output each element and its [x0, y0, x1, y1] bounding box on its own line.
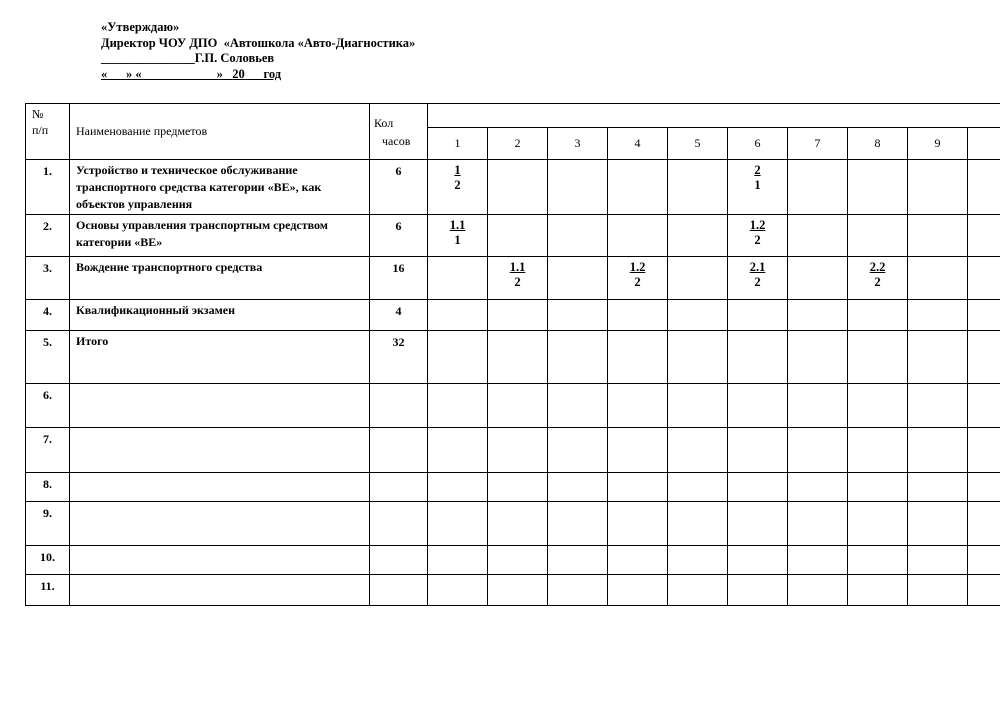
header-hours-line1: Кол: [374, 115, 394, 130]
schedule-cell: [548, 546, 608, 575]
schedule-cell: [548, 428, 608, 473]
schedule-cell: [488, 575, 548, 606]
schedule-cell: [488, 257, 548, 300]
schedule-cell: [788, 575, 848, 606]
approval-signature: _______________Г.П. Соловьев: [101, 51, 275, 65]
row-number: 1.: [26, 160, 70, 215]
header-column-9: 9: [908, 128, 968, 160]
lesson-fraction: [428, 215, 487, 248]
lesson-topic: 1.1: [509, 260, 526, 274]
schedule-cell: [428, 473, 488, 502]
row-number: 7.: [26, 428, 70, 473]
header-column-1: 1: [428, 128, 488, 160]
schedule-cell: [428, 300, 488, 331]
schedule-cell: [488, 428, 548, 473]
schedule-cell: [788, 160, 848, 215]
schedule-cell: [488, 160, 548, 215]
lesson-topic: 1.1: [449, 218, 466, 232]
row-number: 10.: [26, 546, 70, 575]
schedule-cell: [788, 331, 848, 384]
schedule-cell: [668, 160, 728, 215]
header-column-5: 5: [668, 128, 728, 160]
lesson-topic: 2.2: [869, 260, 886, 274]
schedule-cell: [608, 575, 668, 606]
schedule-cell: [968, 575, 1000, 606]
schedule-cell: [428, 384, 488, 428]
table-row: [26, 215, 1000, 257]
header-number: [26, 104, 70, 160]
schedule-cell: [848, 428, 908, 473]
schedule-cell: [908, 502, 968, 546]
lesson-hours: 2: [454, 178, 461, 192]
schedule-cell: [848, 575, 908, 606]
header-column-10: [968, 128, 1000, 160]
schedule-cell: [908, 575, 968, 606]
lesson-topic: 1: [454, 163, 461, 177]
approval-block: [101, 20, 415, 82]
row-number: 5.: [26, 331, 70, 384]
table-row: [26, 384, 1000, 428]
schedule-cell: [728, 257, 788, 300]
table-row: [26, 300, 1000, 331]
row-number: 9.: [26, 502, 70, 546]
schedule-cell: [968, 215, 1000, 257]
header-column-4: 4: [608, 128, 668, 160]
header-column-8: 8: [848, 128, 908, 160]
table-row: [26, 502, 1000, 546]
schedule-cell: [788, 428, 848, 473]
approval-date-suffix: год: [244, 66, 282, 81]
header-number-abbr: п/п: [32, 123, 49, 137]
header-subject-name: Наименование предметов: [70, 104, 370, 160]
schedule-cell: [728, 160, 788, 215]
schedule-cell: [668, 331, 728, 384]
schedule-cell: [548, 473, 608, 502]
lesson-hours: 2: [754, 233, 761, 247]
header-day-span: [428, 104, 1000, 128]
lesson-topic: 2.1: [749, 260, 766, 274]
schedule-cell: [848, 473, 908, 502]
lesson-fraction: [488, 257, 547, 290]
schedule-cell: [788, 300, 848, 331]
row-number: 6.: [26, 384, 70, 428]
row-hours: 32: [370, 331, 428, 384]
row-number: 2.: [26, 215, 70, 257]
approval-date: [101, 67, 415, 83]
schedule-cell: [908, 473, 968, 502]
schedule-cell: [428, 546, 488, 575]
row-subject-name: Квалификационный экзамен: [70, 300, 370, 331]
lesson-fraction: [728, 160, 787, 193]
schedule-cell: [908, 331, 968, 384]
row-hours: [370, 428, 428, 473]
schedule-cell: [788, 257, 848, 300]
row-subject-name: [70, 428, 370, 473]
header-number-symbol: №: [32, 107, 44, 121]
table-row: [26, 257, 1000, 300]
schedule-cell: [488, 215, 548, 257]
lesson-hours: 2: [634, 275, 641, 289]
row-hours: 4: [370, 300, 428, 331]
schedule-cell: [548, 502, 608, 546]
lesson-fraction: [728, 215, 787, 248]
lesson-topic: 2: [754, 163, 761, 177]
schedule-cell: [968, 257, 1000, 300]
header-column-7: 7: [788, 128, 848, 160]
row-subject-name: [70, 575, 370, 606]
row-subject-name: [70, 546, 370, 575]
schedule-cell: [608, 300, 668, 331]
schedule-cell: [668, 473, 728, 502]
schedule-cell: [728, 428, 788, 473]
schedule-cell: [848, 502, 908, 546]
schedule-cell: [488, 473, 548, 502]
lesson-hours: 2: [514, 275, 521, 289]
lesson-fraction: [608, 257, 667, 290]
schedule-cell: [908, 257, 968, 300]
schedule-cell: [428, 428, 488, 473]
row-hours: [370, 546, 428, 575]
table-row: [26, 575, 1000, 606]
row-subject-name: Устройство и техническое обслуживание транспортного средства категории «ВЕ», как объектов управления: [70, 160, 370, 215]
lesson-hours: 1: [454, 233, 461, 247]
schedule-cell: [668, 428, 728, 473]
schedule-cell: [608, 160, 668, 215]
header-hours: [370, 104, 428, 160]
schedule-cell: [608, 546, 668, 575]
schedule-cell: [968, 546, 1000, 575]
schedule-cell: [788, 384, 848, 428]
lesson-fraction: [728, 257, 787, 290]
schedule-cell: [608, 257, 668, 300]
schedule-cell: [428, 502, 488, 546]
row-hours: 16: [370, 257, 428, 300]
schedule-cell: [728, 215, 788, 257]
schedule-cell: [488, 384, 548, 428]
schedule-cell: [428, 331, 488, 384]
schedule-cell: [968, 300, 1000, 331]
schedule-cell: [668, 502, 728, 546]
schedule-cell: [848, 384, 908, 428]
row-hours: 6: [370, 160, 428, 215]
schedule-cell: [548, 575, 608, 606]
schedule-cell: [428, 257, 488, 300]
schedule-cell: [488, 331, 548, 384]
row-number: 3.: [26, 257, 70, 300]
schedule-table: [25, 103, 1000, 606]
schedule-cell: [908, 546, 968, 575]
schedule-cell: [728, 384, 788, 428]
row-hours: 6: [370, 215, 428, 257]
row-number: 4.: [26, 300, 70, 331]
schedule-cell: [728, 546, 788, 575]
schedule-cell: [848, 257, 908, 300]
table-row: [26, 473, 1000, 502]
row-subject-name: Основы управления транспортным средством категории «ВЕ»: [70, 215, 370, 257]
schedule-cell: [728, 331, 788, 384]
approval-position: Директор ЧОУ ДПО «Автошкола «Авто-Диагностика»: [101, 35, 416, 50]
lesson-fraction: [428, 160, 487, 193]
schedule-cell: [548, 300, 608, 331]
lesson-hours: 1: [754, 178, 761, 192]
schedule-cell: [848, 160, 908, 215]
row-hours: [370, 502, 428, 546]
schedule-cell: [428, 215, 488, 257]
table-row: [26, 160, 1000, 215]
schedule-cell: [788, 473, 848, 502]
schedule-cell: [908, 428, 968, 473]
row-number: 8.: [26, 473, 70, 502]
table-row: [26, 546, 1000, 575]
lesson-hours: 2: [754, 275, 761, 289]
schedule-cell: [548, 257, 608, 300]
lesson-hours: 2: [874, 275, 881, 289]
schedule-cell: [968, 384, 1000, 428]
schedule-cell: [488, 300, 548, 331]
approval-date-year: 20: [232, 66, 245, 81]
schedule-cell: [968, 331, 1000, 384]
schedule-cell: [788, 215, 848, 257]
row-subject-name: [70, 502, 370, 546]
header-column-3: 3: [548, 128, 608, 160]
row-hours: [370, 575, 428, 606]
schedule-cell: [968, 473, 1000, 502]
table-row: [26, 428, 1000, 473]
approval-title: «Утверждаю»: [101, 20, 180, 34]
schedule-cell: [668, 384, 728, 428]
schedule-cell: [968, 502, 1000, 546]
schedule-cell: [608, 473, 668, 502]
row-subject-name: [70, 384, 370, 428]
schedule-cell: [548, 215, 608, 257]
schedule-cell: [728, 473, 788, 502]
schedule-cell: [788, 502, 848, 546]
schedule-cell: [668, 575, 728, 606]
approval-date-blank: «___» «____________»: [101, 66, 233, 81]
schedule-cell: [608, 384, 668, 428]
schedule-cell: [548, 160, 608, 215]
schedule-cell: [908, 160, 968, 215]
row-subject-name: Вождение транспортного средства: [70, 257, 370, 300]
schedule-cell: [848, 300, 908, 331]
schedule-cell: [608, 428, 668, 473]
header-column-6: 6: [728, 128, 788, 160]
schedule-cell: [668, 300, 728, 331]
schedule-cell: [608, 331, 668, 384]
schedule-cell: [608, 215, 668, 257]
row-subject-name: [70, 473, 370, 502]
lesson-fraction: [848, 257, 907, 290]
schedule-cell: [728, 575, 788, 606]
schedule-cell: [848, 546, 908, 575]
schedule-cell: [728, 502, 788, 546]
row-subject-name: Итого: [70, 331, 370, 384]
schedule-cell: [908, 215, 968, 257]
header-column-2: 2: [488, 128, 548, 160]
schedule-cell: [548, 384, 608, 428]
row-hours: [370, 384, 428, 428]
schedule-cell: [908, 300, 968, 331]
schedule-cell: [428, 160, 488, 215]
schedule-cell: [548, 331, 608, 384]
schedule-cell: [488, 546, 548, 575]
schedule-cell: [608, 502, 668, 546]
row-hours: [370, 473, 428, 502]
lesson-topic: 1.2: [629, 260, 646, 274]
schedule-cell: [968, 428, 1000, 473]
schedule-cell: [488, 502, 548, 546]
schedule-cell: [848, 215, 908, 257]
schedule-cell: [668, 546, 728, 575]
schedule-cell: [848, 331, 908, 384]
schedule-cell: [788, 546, 848, 575]
schedule-cell: [968, 160, 1000, 215]
schedule-cell: [428, 575, 488, 606]
header-hours-line2: часов: [382, 133, 411, 148]
row-number: 11.: [26, 575, 70, 606]
schedule-cell: [668, 215, 728, 257]
table-row: [26, 331, 1000, 384]
schedule-cell: [668, 257, 728, 300]
lesson-topic: 1.2: [749, 218, 766, 232]
schedule-cell: [908, 384, 968, 428]
schedule-cell: [728, 300, 788, 331]
